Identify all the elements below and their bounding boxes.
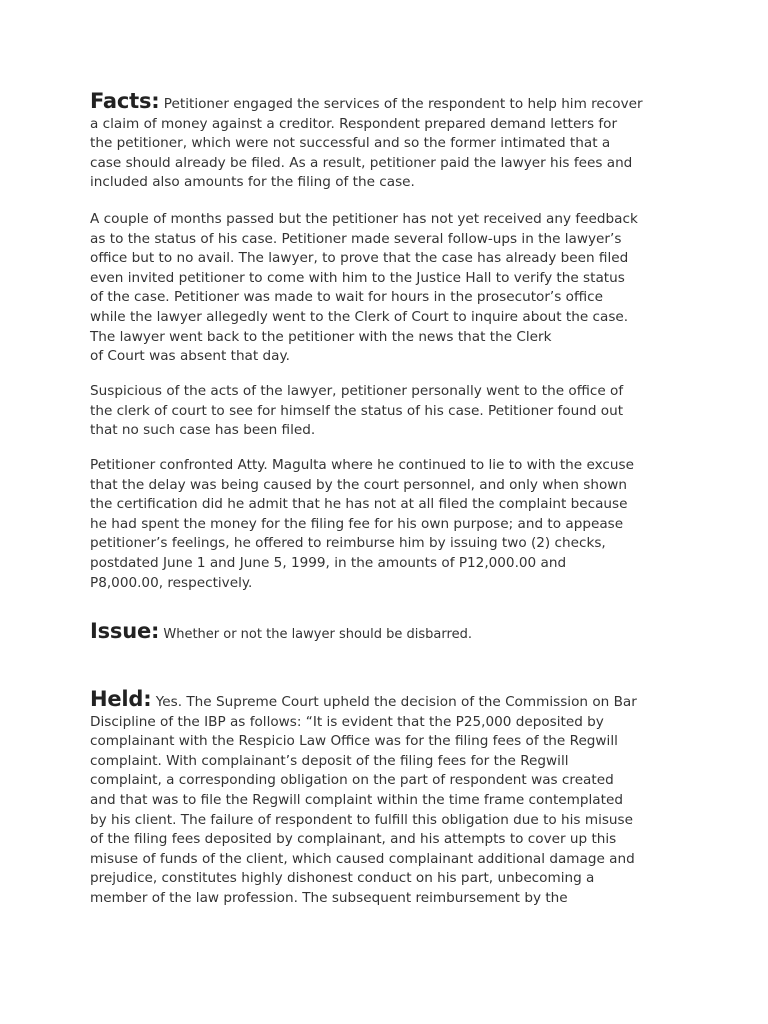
held-text: Yes. The Supreme Court upheld the decision of the Commission on Bar Discipline of the IBP as follows: “It is evident that the P25,000 deposited by complainant with the Respicio Law Office was for the filing fees of the Regwill complaint. With complainant’s deposit of the filing fees for the Regwill complaint, a corresponding obligation on the part of respondent was created and that was to file the Regwill complaint within the time frame contemplated by his client. The failure of respondent to fulfill this obligation due to his misuse of the filing fees deposited by complainant, and his attempts to cover up this misuse of funds of the client, which caused complainant additional damage and prejudice, constitutes highly dishonest conduct on his part, unbecoming a member of the law profession. The subsequent reimbursement by the (90, 694, 637, 906)
issue-paragraph (90, 619, 472, 645)
issue-heading: Issue: (90, 619, 160, 643)
held-paragraph (90, 687, 637, 909)
facts-heading: Facts: (90, 89, 160, 113)
body-paragraph: A couple of months passed but the petitioner has not yet received any feedback as to the status of his case. Petitioner made several follow-ups in the lawyer’s office but to no avail. The lawyer, to prove that the case has already been filed even invited petitioner to come with him to the Justice Hall to verify the status of the case. Petitioner was made to wait for hours in the prosecutor’s office while the lawyer allegedly went to the Clerk of Court to inquire about the case. The lawyer went back to the petitioner with the news that the Clerk of Court was absent that day. (90, 211, 638, 365)
held-heading: Held: (90, 687, 152, 711)
facts-paragraph (90, 89, 643, 193)
facts-text: Petitioner engaged the services of the respondent to help him recover a claim of money against a creditor. Respondent prepared demand letters for the petitioner, which were not successful and so the former intimated that a case should already be filed. As a result, petitioner paid the lawyer his fees and included also amounts for the filing of the case. (90, 96, 643, 191)
body-paragraph: Suspicious of the acts of the lawyer, petitioner personally went to the office of the clerk of court to see for himself the status of his case. Petitioner found out that no such case has been filed. (90, 383, 624, 439)
body-paragraph: Petitioner confronted Atty. Magulta where he continued to lie to with the excuse that the delay was being caused by the court personnel, and only when shown the certification did he admit that he has not at all filed the complaint because he had spent the money for the filing fee for his own purpose; and to appease petitioner’s feelings, he offered to reimburse him by issuing two (2) checks, postdated June 1 and June 5, 1999, in the amounts of P12,000.00 and P8,000.00, respectively. (90, 457, 634, 591)
issue-text: Whether or not the lawyer should be disbarred. (159, 627, 472, 642)
